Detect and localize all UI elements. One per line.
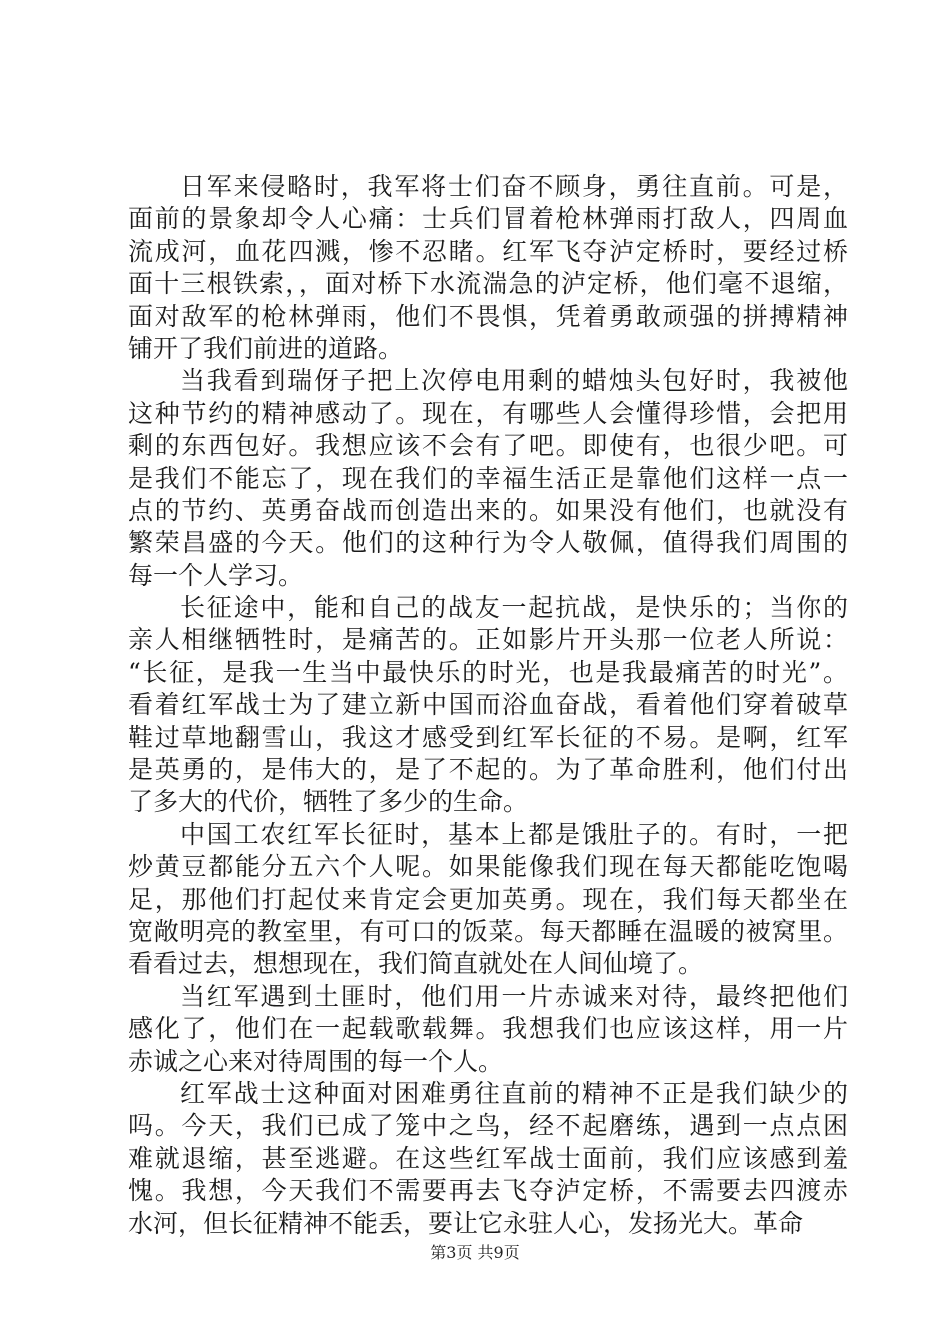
text-line: 水河，但长征精神不能丢，要让它永驻人心，发扬光大。革命 bbox=[128, 1208, 804, 1238]
text-line: 了多大的代价，牺牲了多少的生命。 bbox=[128, 787, 529, 817]
text-line: 繁荣昌盛的今天。他们的这种行为令人敬佩，值得我们周围的 bbox=[128, 528, 848, 558]
text-line: 长征途中，能和自己的战友一起抗战，是快乐的；当你的 bbox=[180, 593, 848, 623]
text-line: 当我看到瑞伢子把上次停电用剩的蜡烛头包好时，我被他 bbox=[180, 366, 848, 396]
paragraph bbox=[128, 981, 848, 1078]
text-line: 这种节约的精神感动了。现在，有哪些人会懂得珍惜，会把用 bbox=[128, 398, 848, 428]
document-body bbox=[128, 171, 848, 1240]
text-line: 红军战士这种面对困难勇往直前的精神不正是我们缺少的 bbox=[180, 1078, 848, 1108]
paragraph bbox=[128, 592, 848, 819]
text-line: 难就退缩，甚至逃避。在这些红军战士面前，我们应该感到羞 bbox=[128, 1143, 848, 1173]
text-line: 面前的景象却令人心痛：士兵们冒着枪林弹雨打敌人，四周血 bbox=[128, 204, 848, 234]
text-line: 赤诚之心来对待周围的每一个人。 bbox=[128, 1046, 504, 1076]
text-line: 剩的东西包好。我想应该不会有了吧。即使有，也很少吧。可 bbox=[128, 431, 848, 461]
text-line: 鞋过草地翻雪山，我这才感受到红军长征的不易。是啊，红军 bbox=[128, 722, 848, 752]
text-line: 面对敌军的枪林弹雨，他们不畏惧，凭着勇敢顽强的拼搏精神 bbox=[128, 301, 848, 331]
text-line: 愧。我想，今天我们不需要再去飞夺泸定桥，不需要去四渡赤 bbox=[128, 1176, 848, 1206]
text-line: 吗。今天，我们已成了笼中之鸟，经不起磨练，遇到一点点困 bbox=[128, 1111, 848, 1141]
text-line: 点的节约、英勇奋战而创造出来的。如果没有他们，也就没有 bbox=[128, 495, 848, 525]
paragraph bbox=[128, 1078, 848, 1240]
text-line: 感化了，他们在一起载歌载舞。我想我们也应该这样，用一片 bbox=[128, 1014, 848, 1044]
text-line: 看着红军战士为了建立新中国而浴血奋战，看着他们穿着破草 bbox=[128, 690, 848, 720]
text-line: “长征，是我一生当中最快乐的时光，也是我最痛苦的时光”。 bbox=[128, 657, 848, 687]
paragraph bbox=[128, 171, 848, 365]
text-line: 是我们不能忘了，现在我们的幸福生活正是靠他们这样一点一 bbox=[128, 463, 848, 493]
text-line: 日军来侵略时，我军将士们奋不顾身，勇往直前。可是， bbox=[180, 172, 848, 201]
text-line: 足，那他们打起仗来肯定会更加英勇。现在，我们每天都坐在 bbox=[128, 884, 848, 914]
text-line: 炒黄豆都能分五六个人呢。如果能像我们现在每天都能吃饱喝 bbox=[128, 852, 848, 882]
text-line: 每一个人学习。 bbox=[128, 560, 304, 590]
text-line: 当红军遇到土匪时，他们用一片赤诚来对待，最终把他们 bbox=[180, 981, 848, 1011]
text-line: 亲人相继牺牲时，是痛苦的。正如影片开头那一位老人所说： bbox=[128, 625, 848, 655]
text-line: 铺开了我们前进的道路。 bbox=[128, 333, 404, 363]
text-line: 宽敞明亮的教室里，有可口的饭菜。每天都睡在温暖的被窝里。 bbox=[128, 916, 848, 946]
text-line: 是英勇的，是伟大的，是了不起的。为了革命胜利，他们付出 bbox=[128, 755, 848, 785]
paragraph bbox=[128, 365, 848, 592]
text-line: 看看过去，想想现在，我们简直就处在人间仙境了。 bbox=[128, 949, 704, 979]
page-footer: 第3页 共9页 bbox=[430, 1243, 520, 1262]
text-line: 流成河，血花四溅，惨不忍睹。红军飞夺泸定桥时，要经过桥 bbox=[128, 236, 848, 266]
text-line: 中国工农红军长征时，基本上都是饿肚子的。有时，一把 bbox=[180, 819, 848, 849]
paragraph bbox=[128, 819, 848, 981]
text-line: 面十三根铁索，，面对桥下水流湍急的泸定桥，他们毫不退缩， bbox=[128, 269, 848, 299]
